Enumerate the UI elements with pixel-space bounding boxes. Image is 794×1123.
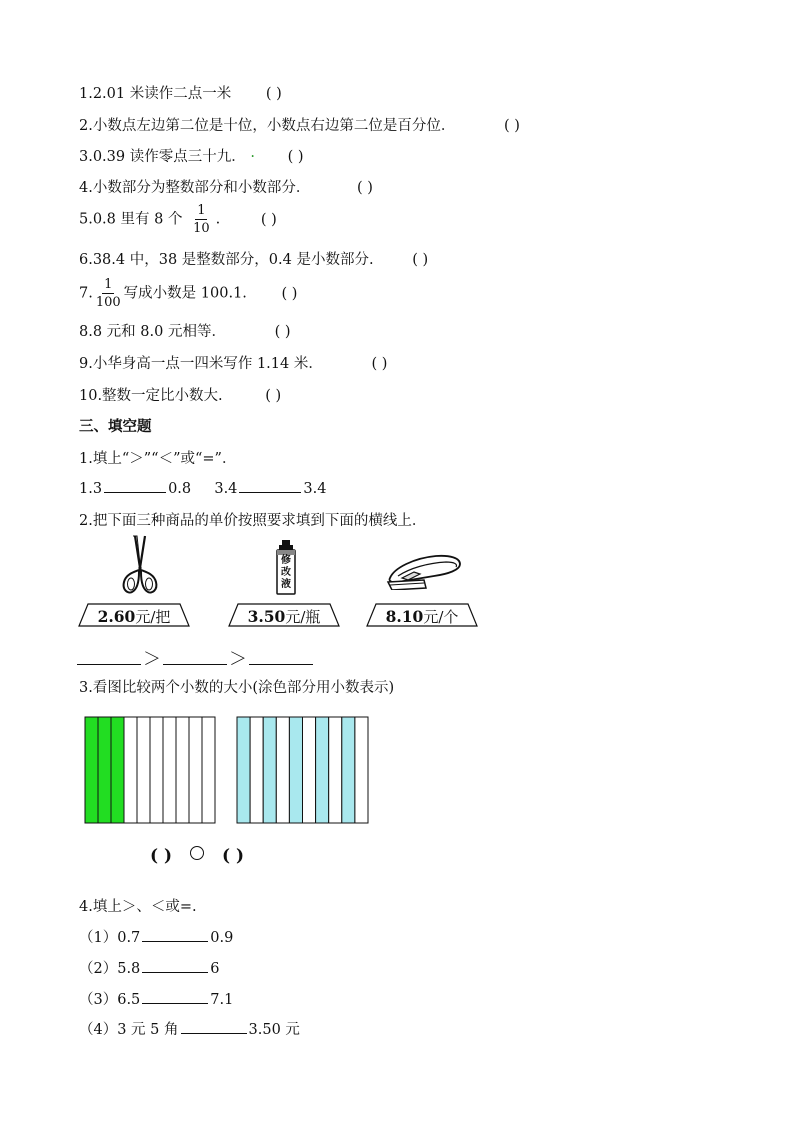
question-3-compare [150, 846, 244, 866]
unshaded-cell [124, 717, 137, 823]
section-title: 三、填空题 [79, 419, 152, 435]
unshaded-cell [355, 717, 368, 823]
compare-circle[interactable] [190, 846, 204, 860]
price-value: 3.50 [247, 607, 286, 626]
stapler-icon [384, 548, 466, 590]
price-value: 2.60 [97, 607, 136, 626]
unshaded-cell [303, 717, 316, 823]
shaded-cell [263, 717, 276, 823]
answer-blank[interactable] [142, 989, 208, 1004]
scissors-icon [118, 534, 162, 596]
judge-item-text: 写成小数是 100.1. [123, 285, 247, 302]
row-right-value: 3.50 元 [248, 1022, 300, 1038]
fraction-numerator: 1 [104, 277, 113, 292]
answer-paren[interactable]: ( ) [412, 252, 429, 268]
judge-item-6 [79, 248, 428, 269]
shaded-cell [289, 717, 302, 823]
row-label: （4）3 元 5 角 [79, 1022, 179, 1038]
judge-item-4 [79, 176, 373, 197]
answer-blank[interactable] [142, 927, 208, 942]
answer-paren[interactable]: ( ) [274, 324, 291, 340]
answer-paren[interactable]: ( ) [265, 388, 282, 404]
answer-blank[interactable] [163, 648, 227, 665]
row-label: （2）5.8 [79, 961, 141, 977]
judge-item-text: 9.小华身高一点一四米写作 1.14 米． [79, 356, 323, 372]
fraction [191, 204, 212, 235]
compare-right-value: 3.4 [303, 481, 327, 497]
compare-left-value: 1.3 [79, 481, 103, 497]
row-right-value: 0.9 [210, 930, 234, 946]
answer-blank[interactable] [239, 478, 301, 493]
decimal-bar-green [84, 716, 216, 824]
row-label: （3）6.5 [79, 992, 141, 1008]
unshaded-cell [202, 717, 215, 823]
greater-than-sign: ＞ [229, 649, 247, 670]
answer-paren[interactable]: ( ) [287, 149, 304, 165]
question-3-prompt: 3.看图比较两个小数的大小(涂色部分用小数表示) [79, 680, 395, 696]
unshaded-cell [250, 717, 263, 823]
answer-blank[interactable] [249, 648, 313, 665]
fraction-denominator: 10 [193, 221, 210, 236]
judge-item-10 [79, 384, 281, 405]
unshaded-cell [176, 717, 189, 823]
green-dot-mark: · [250, 149, 255, 165]
fraction [94, 278, 123, 309]
judge-item-5 [79, 204, 277, 235]
question-1-prompt: 1.填上“＞”“＜”或“=”． [79, 451, 237, 467]
question-4-prompt: 4.填上＞、＜或=. [79, 899, 197, 915]
row-right-value: 7.1 [210, 992, 234, 1008]
unshaded-cell [276, 717, 289, 823]
answer-blank[interactable] [104, 478, 166, 493]
answer-paren[interactable]: ( ) [260, 211, 277, 228]
price-value: 8.10 [385, 607, 424, 626]
price-tag-stapler [366, 603, 478, 627]
row-right-value: 6 [210, 961, 220, 977]
shaded-cell [85, 717, 98, 823]
answer-blank[interactable] [181, 1019, 247, 1034]
price-unit: 元/把 [135, 608, 171, 626]
shaded-cell [111, 717, 124, 823]
judge-item-3 [79, 145, 304, 166]
compare-right-value: 0.8 [168, 481, 192, 497]
unshaded-cell [163, 717, 176, 823]
judge-item-2 [79, 114, 520, 135]
unshaded-cell [150, 717, 163, 823]
decimal-bar-blue [236, 716, 369, 824]
price-tag-scissors [78, 603, 190, 627]
judge-item-text: 8.8 元和 8.0 元相等． [79, 324, 226, 340]
answer-blank[interactable] [142, 958, 208, 973]
shaded-cell [342, 717, 355, 823]
row-label: （1）0.7 [79, 930, 141, 946]
shaded-cell [237, 717, 250, 823]
ordering-blanks [77, 645, 313, 670]
answer-paren[interactable]: ( ) [265, 86, 282, 102]
judge-item-text: 10.整数一定比小数大. [79, 388, 223, 404]
answer-paren[interactable]: ( ) [222, 846, 245, 866]
judge-item-9 [79, 352, 387, 373]
fraction-numerator: 1 [197, 203, 206, 218]
unshaded-cell [189, 717, 202, 823]
judge-item-8 [79, 320, 291, 341]
answer-blank[interactable] [77, 648, 141, 665]
shaded-cell [98, 717, 111, 823]
price-tag-correction-fluid [228, 603, 340, 627]
judge-item-7 [79, 278, 297, 309]
answer-paren[interactable]: ( ) [281, 285, 298, 302]
answer-paren[interactable]: ( ) [356, 180, 373, 196]
question-1-blanks [79, 478, 326, 497]
judge-item-text: 5.0.8 里有 8 个 [79, 211, 183, 228]
judge-item-text: . [215, 211, 221, 228]
compare-left-value: 3.4 [214, 481, 238, 497]
question-4-row [79, 957, 220, 978]
price-unit: 元/个 [423, 608, 459, 626]
question-2-prompt: 2.把下面三种商品的单价按照要求填到下面的横线上． [79, 513, 427, 529]
question-4-row [79, 926, 233, 947]
judge-item-1 [79, 82, 282, 103]
correction-fluid-icon [274, 540, 298, 595]
shaded-cell [316, 717, 329, 823]
answer-paren[interactable]: ( ) [503, 118, 520, 134]
unshaded-cell [137, 717, 150, 823]
question-4-row [79, 988, 233, 1009]
answer-paren[interactable]: ( ) [150, 846, 173, 866]
correction-fluid-label: 修改液 [281, 555, 291, 590]
unshaded-cell [329, 717, 342, 823]
judge-item-text: 3.0.39 读作零点三十九． [79, 149, 246, 165]
judge-item-text: 4.小数部分为整数部分和小数部分． [79, 180, 311, 196]
judge-item-text: 7. [79, 285, 93, 302]
judge-item-text: 2.小数点左边第二位是十位，小数点右边第二位是百分位． [79, 118, 456, 134]
greater-than-sign: ＞ [143, 649, 161, 670]
fraction-denominator: 100 [95, 295, 121, 310]
answer-paren[interactable]: ( ) [371, 356, 388, 372]
judge-item-text: 6.38.4 中，38 是整数部分，0.4 是小数部分. [79, 252, 374, 268]
judge-item-text: 1.2.01 米读作二点一米 [79, 86, 232, 102]
question-4-row [79, 1018, 300, 1039]
price-unit: 元/瓶 [285, 608, 321, 626]
